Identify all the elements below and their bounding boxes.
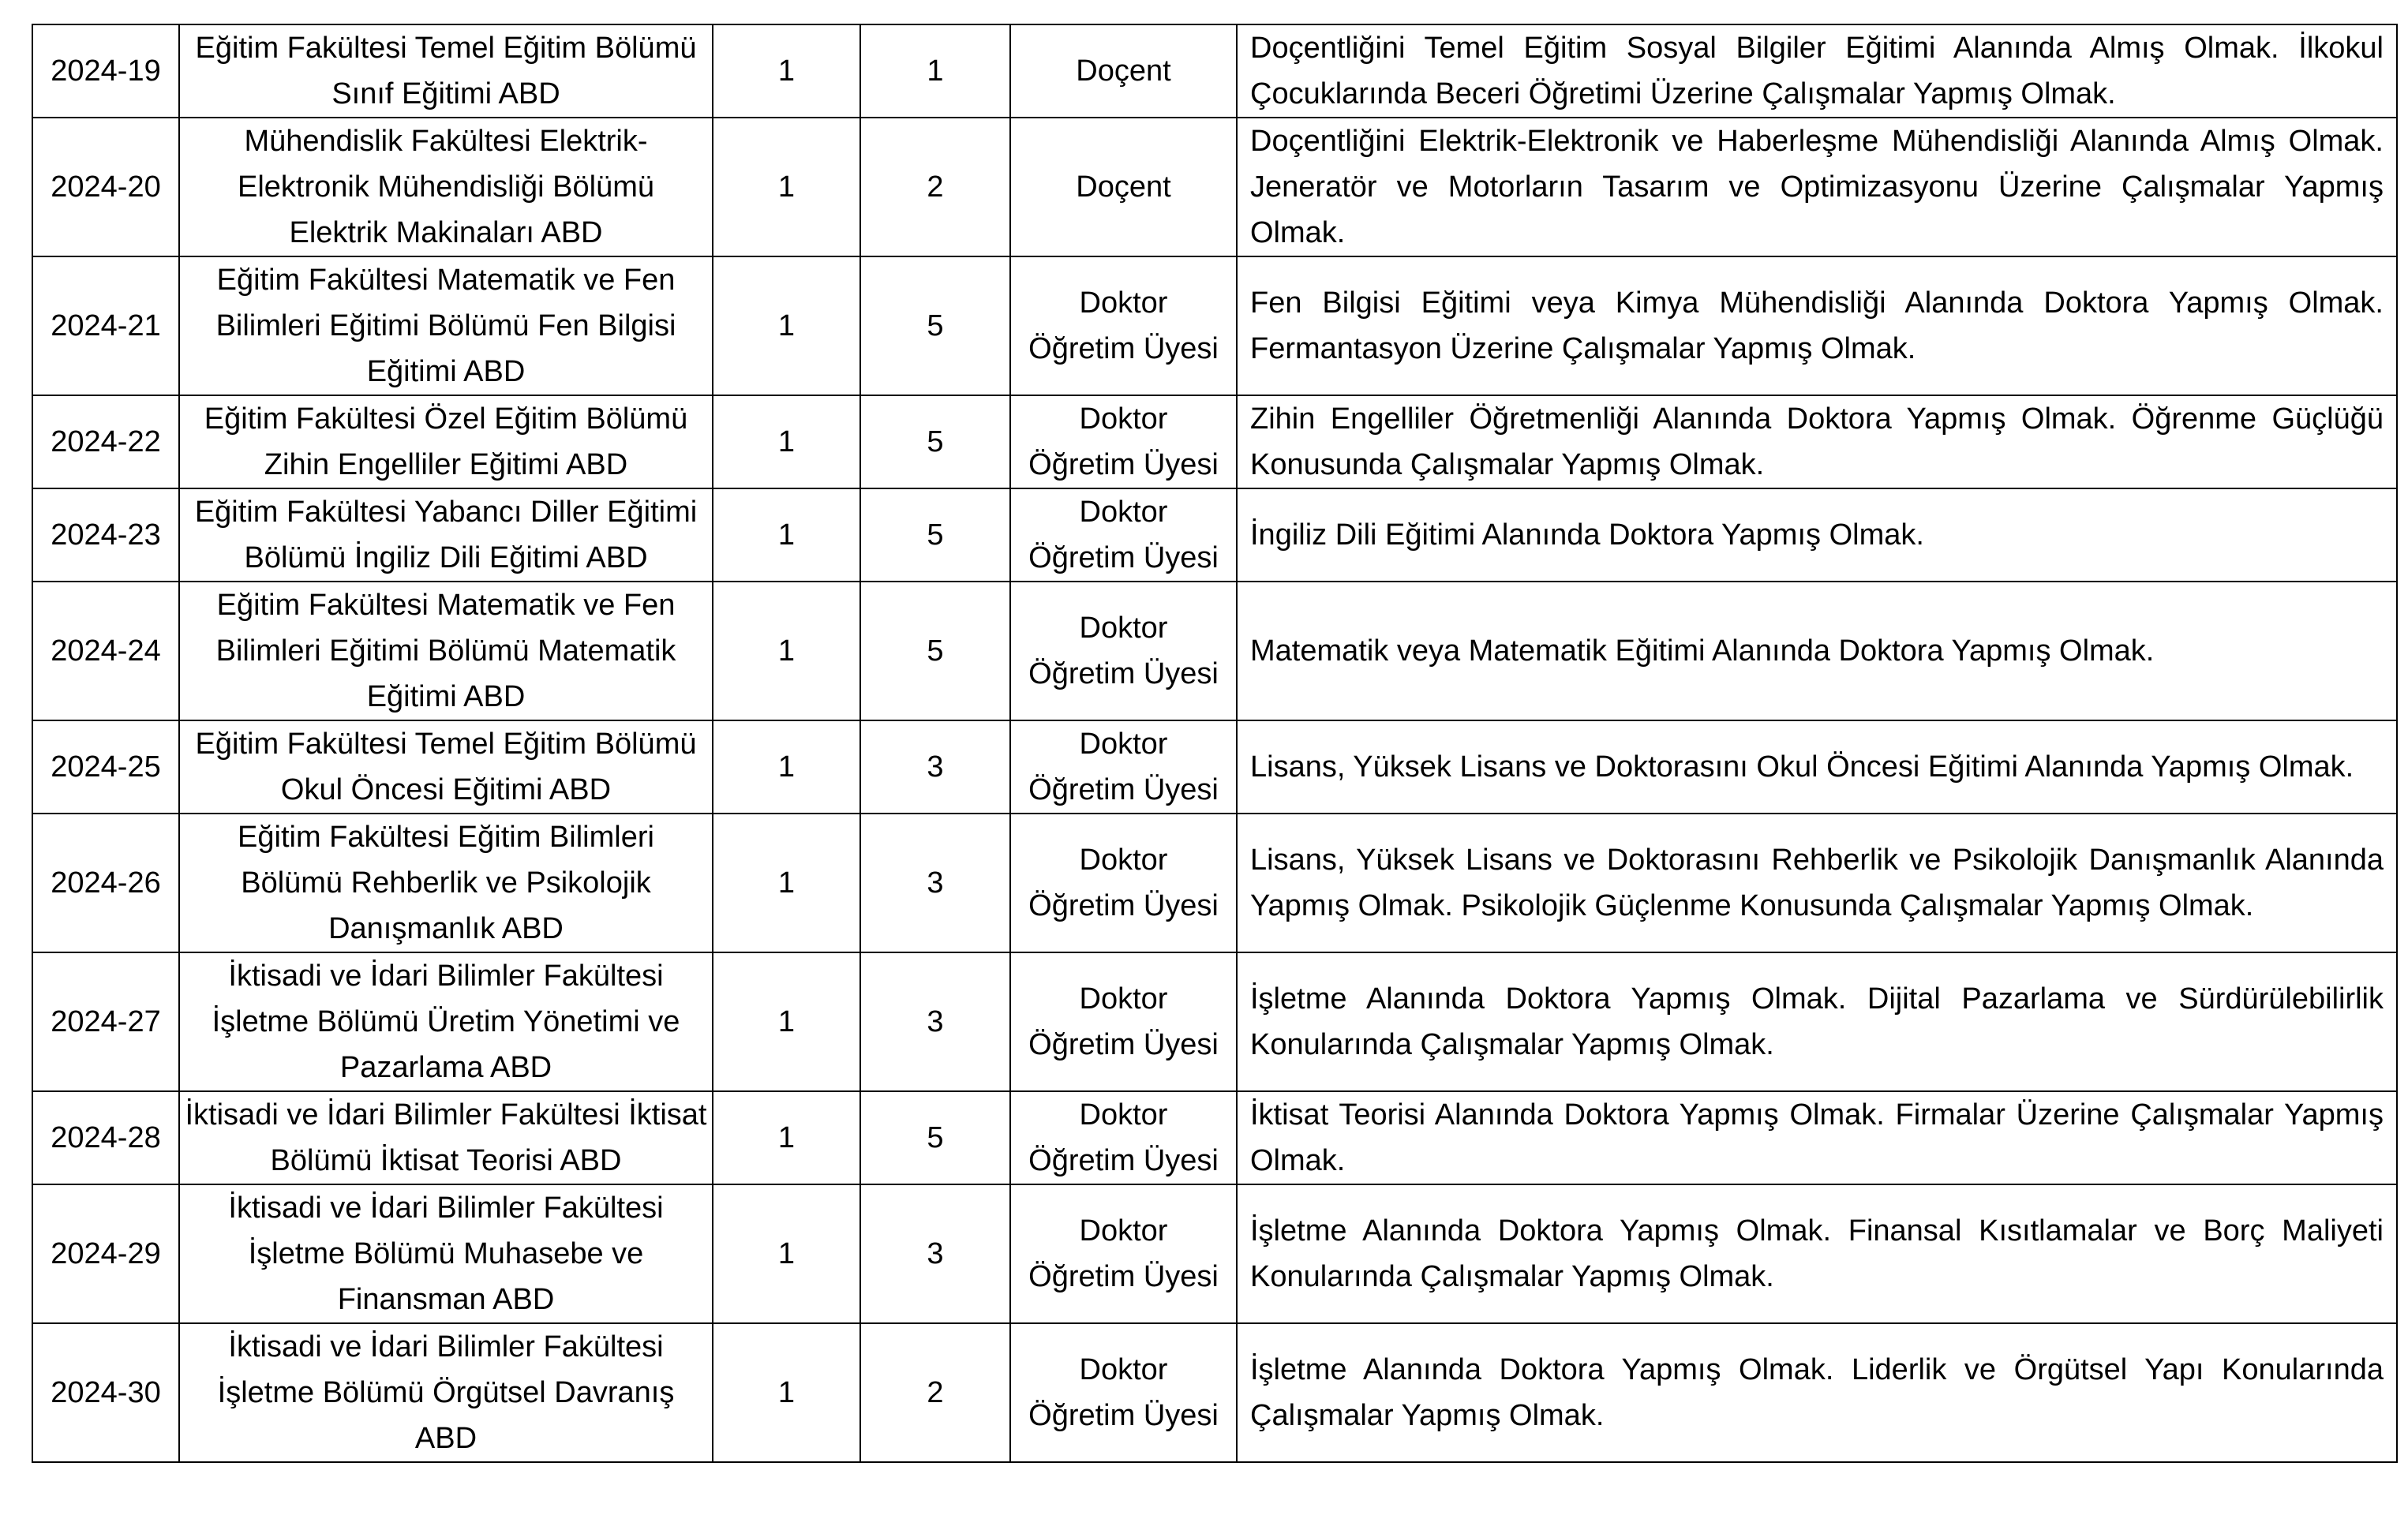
- position-count: 1: [713, 952, 860, 1091]
- department-unit: Eğitim Fakültesi Matematik ve Fen Bilimleri Eğitimi Bölümü Fen Bilgisi Eğitimi ABD: [179, 256, 713, 395]
- requirements-text: İşletme Alanında Doktora Yapmış Olmak. Finansal Kısıtlamalar ve Borç Maliyeti Konularında Çalışmalar Yapmış Olmak.: [1237, 1184, 2397, 1323]
- table-row: [32, 1184, 2397, 1323]
- academic-title: Doktor Öğretim Üyesi: [1010, 1184, 1237, 1323]
- academic-title: Doktor Öğretim Üyesi: [1010, 395, 1237, 488]
- degree-value: 3: [860, 952, 1010, 1091]
- table-row: [32, 118, 2397, 256]
- requirements-text: İktisat Teorisi Alanında Doktora Yapmış Olmak. Firmalar Üzerine Çalışmalar Yapmış Olmak.: [1237, 1091, 2397, 1184]
- table-row: [32, 952, 2397, 1091]
- requirements-text: Zihin Engelliler Öğretmenliği Alanında Doktora Yapmış Olmak. Öğrenme Güçlüğü Konusunda Çalışmalar Yapmış Olmak.: [1237, 395, 2397, 488]
- degree-value: 3: [860, 1184, 1010, 1323]
- degree-value: 5: [860, 582, 1010, 720]
- academic-title: Doktor Öğretim Üyesi: [1010, 488, 1237, 582]
- position-code: 2024-27: [32, 952, 179, 1091]
- department-unit: İktisadi ve İdari Bilimler Fakültesi İşletme Bölümü Örgütsel Davranış ABD: [179, 1323, 713, 1462]
- degree-value: 3: [860, 814, 1010, 952]
- position-count: 1: [713, 256, 860, 395]
- requirements-text: İngiliz Dili Eğitimi Alanında Doktora Yapmış Olmak.: [1237, 488, 2397, 582]
- degree-value: 3: [860, 720, 1010, 814]
- position-code: 2024-23: [32, 488, 179, 582]
- position-count: 1: [713, 118, 860, 256]
- table-row: [32, 488, 2397, 582]
- academic-title: Doktor Öğretim Üyesi: [1010, 1323, 1237, 1462]
- degree-value: 5: [860, 395, 1010, 488]
- department-unit: Eğitim Fakültesi Temel Eğitim Bölümü Okul Öncesi Eğitimi ABD: [179, 720, 713, 814]
- position-code: 2024-29: [32, 1184, 179, 1323]
- academic-title: Doktor Öğretim Üyesi: [1010, 952, 1237, 1091]
- position-count: 1: [713, 24, 860, 118]
- department-unit: Eğitim Fakültesi Özel Eğitim Bölümü Zihin Engelliler Eğitimi ABD: [179, 395, 713, 488]
- position-code: 2024-21: [32, 256, 179, 395]
- department-unit: Eğitim Fakültesi Eğitim Bilimleri Bölümü Rehberlik ve Psikolojik Danışmanlık ABD: [179, 814, 713, 952]
- academic-title: Doktor Öğretim Üyesi: [1010, 256, 1237, 395]
- table-row: [32, 395, 2397, 488]
- position-count: 1: [713, 1091, 860, 1184]
- position-count: 1: [713, 720, 860, 814]
- degree-value: 5: [860, 256, 1010, 395]
- requirements-text: Lisans, Yüksek Lisans ve Doktorasını Okul Öncesi Eğitimi Alanında Yapmış Olmak.: [1237, 720, 2397, 814]
- position-code: 2024-24: [32, 582, 179, 720]
- position-count: 1: [713, 1184, 860, 1323]
- requirements-text: İşletme Alanında Doktora Yapmış Olmak. Liderlik ve Örgütsel Yapı Konularında Çalışmalar Yapmış Olmak.: [1237, 1323, 2397, 1462]
- academic-title: Doktor Öğretim Üyesi: [1010, 582, 1237, 720]
- position-code: 2024-30: [32, 1323, 179, 1462]
- requirements-text: Fen Bilgisi Eğitimi veya Kimya Mühendisliği Alanında Doktora Yapmış Olmak. Fermantasyon Üzerine Çalışmalar Yapmış Olmak.: [1237, 256, 2397, 395]
- department-unit: İktisadi ve İdari Bilimler Fakültesi İktisat Bölümü İktisat Teorisi ABD: [179, 1091, 713, 1184]
- table-row: [32, 1323, 2397, 1462]
- position-code: 2024-25: [32, 720, 179, 814]
- department-unit: Eğitim Fakültesi Temel Eğitim Bölümü Sınıf Eğitimi ABD: [179, 24, 713, 118]
- table-row: [32, 720, 2397, 814]
- department-unit: Eğitim Fakültesi Yabancı Diller Eğitimi Bölümü İngiliz Dili Eğitimi ABD: [179, 488, 713, 582]
- department-unit: Eğitim Fakültesi Matematik ve Fen Bilimleri Eğitimi Bölümü Matematik Eğitimi ABD: [179, 582, 713, 720]
- degree-value: 2: [860, 1323, 1010, 1462]
- degree-value: 2: [860, 118, 1010, 256]
- degree-value: 5: [860, 1091, 1010, 1184]
- position-count: 1: [713, 1323, 860, 1462]
- position-count: 1: [713, 582, 860, 720]
- requirements-text: Lisans, Yüksek Lisans ve Doktorasını Rehberlik ve Psikolojik Danışmanlık Alanında Yapmış Olmak. Psikolojik Güçlenme Konusunda Çalışmalar Yapmış Olmak.: [1237, 814, 2397, 952]
- requirements-text: Doçentliğini Temel Eğitim Sosyal Bilgiler Eğitimi Alanında Almış Olmak. İlkokul Çocuklarında Beceri Öğretimi Üzerine Çalışmalar Yapmış Olmak.: [1237, 24, 2397, 118]
- department-unit: İktisadi ve İdari Bilimler Fakültesi İşletme Bölümü Üretim Yönetimi ve Pazarlama ABD: [179, 952, 713, 1091]
- requirements-text: Matematik veya Matematik Eğitimi Alanında Doktora Yapmış Olmak.: [1237, 582, 2397, 720]
- position-count: 1: [713, 395, 860, 488]
- department-unit: Mühendislik Fakültesi Elektrik-Elektronik Mühendisliği Bölümü Elektrik Makinaları ABD: [179, 118, 713, 256]
- requirements-text: İşletme Alanında Doktora Yapmış Olmak. Dijital Pazarlama ve Sürdürülebilirlik Konularında Çalışmalar Yapmış Olmak.: [1237, 952, 2397, 1091]
- table-row: [32, 256, 2397, 395]
- positions-table: [32, 24, 2398, 1463]
- position-count: 1: [713, 488, 860, 582]
- requirements-text: Doçentliğini Elektrik-Elektronik ve Haberleşme Mühendisliği Alanında Almış Olmak. Jeneratör ve Motorların Tasarım ve Optimizasyonu Üzerine Çalışmalar Yapmış Olmak.: [1237, 118, 2397, 256]
- academic-title: Doktor Öğretim Üyesi: [1010, 720, 1237, 814]
- academic-title: Doçent: [1010, 118, 1237, 256]
- position-code: 2024-19: [32, 24, 179, 118]
- position-code: 2024-20: [32, 118, 179, 256]
- table-row: [32, 582, 2397, 720]
- table-row: [32, 814, 2397, 952]
- academic-title: Doktor Öğretim Üyesi: [1010, 814, 1237, 952]
- position-code: 2024-28: [32, 1091, 179, 1184]
- degree-value: 5: [860, 488, 1010, 582]
- table-row: [32, 1091, 2397, 1184]
- academic-title: Doçent: [1010, 24, 1237, 118]
- position-count: 1: [713, 814, 860, 952]
- position-code: 2024-22: [32, 395, 179, 488]
- position-code: 2024-26: [32, 814, 179, 952]
- department-unit: İktisadi ve İdari Bilimler Fakültesi İşletme Bölümü Muhasebe ve Finansman ABD: [179, 1184, 713, 1323]
- academic-title: Doktor Öğretim Üyesi: [1010, 1091, 1237, 1184]
- table-row: [32, 24, 2397, 118]
- degree-value: 1: [860, 24, 1010, 118]
